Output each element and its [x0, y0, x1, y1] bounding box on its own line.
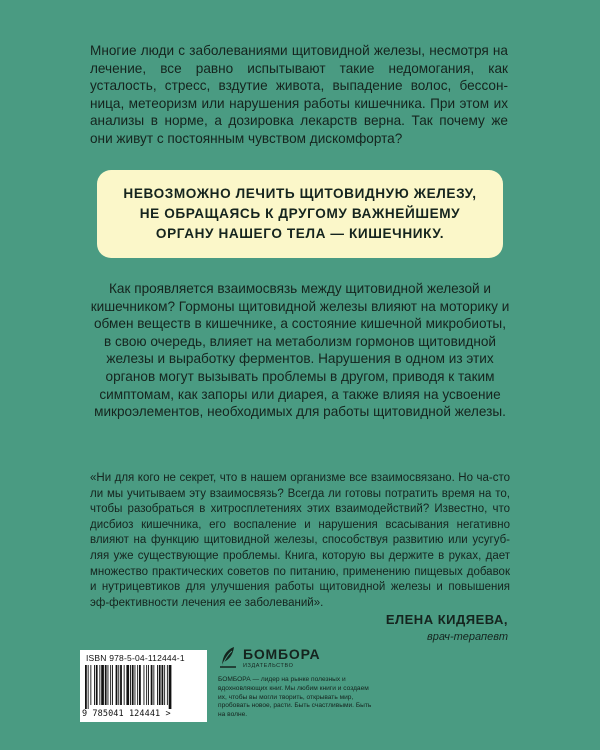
barcode-bar: [153, 665, 154, 705]
barcode-bar: [167, 665, 168, 705]
barcode-bar: [132, 665, 134, 705]
callout-box: [97, 170, 503, 258]
intro-paragraph: Многие люди с заболеваниями щитовидной железы, несмотря на лечение, все равно испытывают такие недомогания, как усталость, стресс, вздутие живота, выпадение волос, бессон-ница, метеоризм или нарушения работы кишечника. При этом их анализы в норме, а дозировка лекарств верна. Так почему же они живут с постоянным чувством дискомфорта?: [90, 43, 508, 146]
barcode-bar: [85, 665, 87, 709]
barcode-digits: 9 785041 124441 >: [82, 709, 171, 719]
author-block: [386, 612, 508, 643]
barcode-bar: [137, 665, 138, 705]
barcode-bar: [112, 665, 113, 705]
barcode-bar: [169, 665, 172, 709]
barcode-bar: [157, 665, 158, 705]
barcode-bar: [116, 665, 118, 705]
callout-line-1: НЕВОЗМОЖНО ЛЕЧИТЬ ЩИТОВИДНУЮ ЖЕЛЕЗУ,: [123, 186, 477, 201]
barcode-bar: [118, 665, 119, 705]
barcode-bar: [135, 665, 136, 705]
barcode: [80, 650, 207, 722]
barcode-bar: [130, 665, 131, 705]
publisher-description: БОМБОРА — лидер на рынке полезных и вдохновляющих книг. Мы любим книги и создаем их, чтобы вы могли творить, открывать мир, пробовать новое, расти. Быть счастливыми. Быть на волне.: [218, 676, 372, 719]
publisher-subtitle: ИЗДАТЕЛЬСТВО: [243, 662, 294, 669]
barcode-bar: [159, 665, 161, 705]
barcode-bar: [88, 665, 89, 709]
barcode-bar: [162, 665, 164, 705]
isbn-label: ISBN 978-5-04-112444-1: [86, 653, 185, 663]
barcode-bar: [146, 665, 147, 705]
barcode-bar: [108, 665, 109, 705]
callout-text: [110, 184, 490, 244]
publisher-logo: [218, 645, 320, 669]
barcode-bar: [148, 665, 149, 705]
publisher-name: БОМБОРА: [243, 645, 321, 662]
barcode-bar: [105, 665, 107, 705]
publisher-leaf-icon: [218, 645, 238, 669]
barcode-bar: [120, 665, 122, 705]
callout-line-3: ОРГАНУ НАШЕГО ТЕЛА — КИШЕЧНИКУ.: [155, 226, 445, 241]
barcode-bar: [94, 665, 95, 705]
barcode-bar: [164, 665, 165, 705]
barcode-bar: [90, 665, 91, 705]
barcode-bar: [110, 665, 111, 705]
barcode-bars: [85, 665, 201, 709]
barcode-bar: [139, 665, 141, 705]
barcode-bar: [151, 665, 153, 705]
barcode-bar: [124, 665, 125, 705]
body-paragraph: Как проявляется взаимосвязь между щитовидной железой и кишечником? Гормоны щитовидной железы влияют на моторику и обмен веществ в кишечнике, а состояние кишечной микробиоты, в свою очередь, влияет на метаболизм гормонов щитовидной железы и выработку ферментов. Нарушения в одном из этих органов могут вызывать проблемы в другом, приводя к таким симптомам, как запоры или диарея, а также влияя на усвоение микроэлементов, необходимых для работы щитовидной железы.: [90, 281, 510, 420]
author-name: ЕЛЕНА КИДЯЕВА,: [385, 612, 508, 627]
callout-line-2: НЕ ОБРАЩАЯСЬ К ДРУГОМУ ВАЖНЕЙШЕМУ: [139, 206, 461, 221]
quote-paragraph: «Ни для кого не секрет, что в нашем организме все взаимосвязано. Но ча-сто ли мы учитываем эту взаимосвязь? Всегда ли готовы потратить время на то, чтобы разобраться в хитросплетениях этих взаимодействий? Известно, что дисбиоз кишечника, его воспаление и нарушения всасывания негативно влияют на функцию щитовидной железы, способствуя развитию или усугуб-ляя уже существующие проблемы. Книга, которую вы держите в руках, дает множество практических советов по питанию, применению пищевых добавок и нутрицевтиков для улучшения работы щитовидной железы и повышения эф-фективности лечения ее заболеваний».: [90, 472, 510, 609]
barcode-bar: [99, 665, 100, 705]
barcode-bar: [144, 665, 145, 705]
barcode-bar: [96, 665, 98, 705]
barcode-bar: [101, 665, 104, 705]
barcode-bar: [126, 665, 129, 705]
author-role: врач-терапевт: [427, 631, 508, 643]
